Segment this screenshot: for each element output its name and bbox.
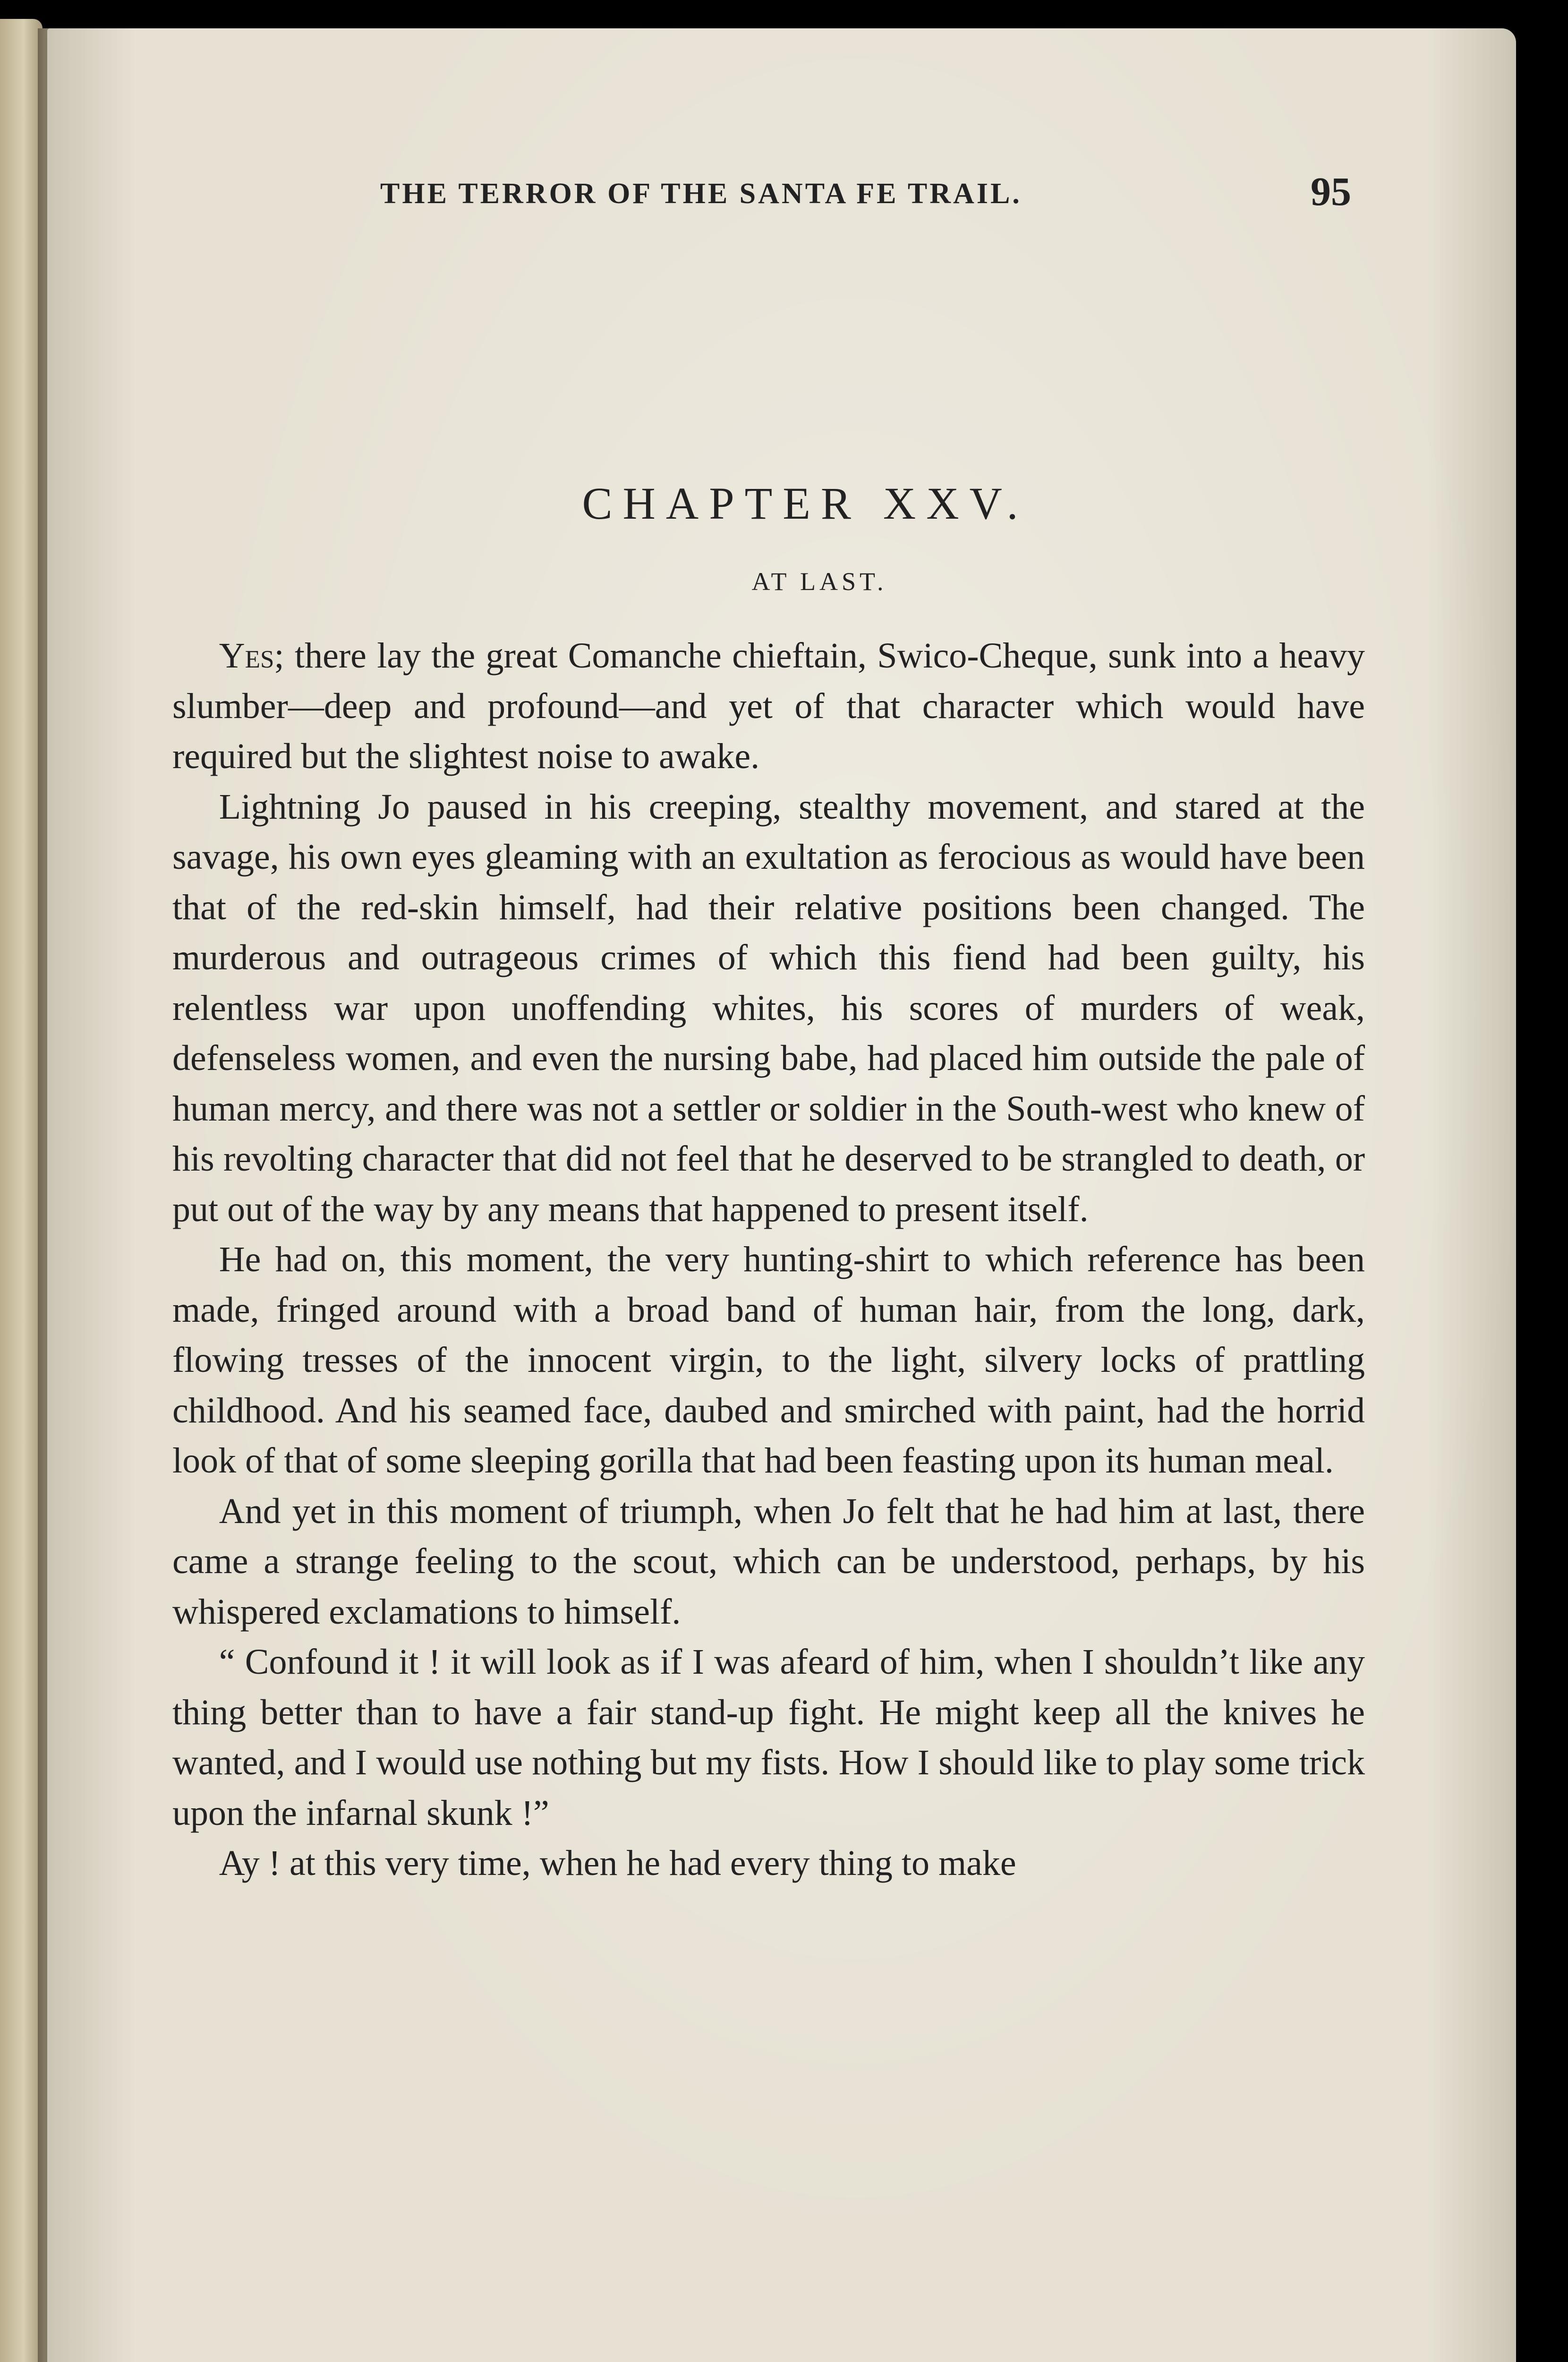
paragraph <box>172 1486 1365 1637</box>
paragraph <box>172 1838 1365 1889</box>
paragraph-text: Lightning Jo paused in his creeping, stealthy movement, and stared at the savage, his own eyes gleaming with an exultation as ferocious as would have been that of the red-skin himself, had their relative positions been changed. The murderous and outrageous crimes of which this fiend had been guilty, his relentless war upon unoffending whites, his scores of murders of weak, defenseless women, and even the nursing babe, had placed him outside the pale of human mercy, and there was not a settler or soldier in the South-west who knew of his revolting character that did not feel that he deserved to be strangled to death, or put out of the way by any means that happened to present itself. <box>172 787 1365 1229</box>
paragraph-text: And yet in this moment of triumph, when Jo felt that he had him at last, there came a strange feeling to the scout, which can be understood, perhaps, by his whispered exclamations to himself. <box>172 1491 1365 1632</box>
first-word: Yes <box>219 636 274 676</box>
running-header: THE TERROR OF THE SANTA FE TRAIL. <box>380 178 1022 210</box>
paragraph-text: Ay ! at this very time, when he had every thing to make <box>219 1843 1016 1883</box>
paragraph-text: ; there lay the great Comanche chieftain, Swico-Cheque, sunk into a heavy slumber—deep and profound—and yet of that character which would have required but the slightest noise to awake. <box>172 636 1365 776</box>
paragraph <box>172 631 1365 782</box>
chapter-title: CHAPTER XXV. <box>582 478 1029 529</box>
facing-page-edge <box>0 19 43 2362</box>
body-text <box>172 631 1365 1889</box>
paragraph-text: He had on, this moment, the very hunting-shirt to which reference has been made, fringed around with a broad band of human hair, from the long, dark, flowing tresses of the innocent virgin, to the light, silvery locks of prattling childhood. And his seamed face, daubed and smirched with paint, had the horrid look of that of some sleeping gorilla that had been feasting upon its human meal. <box>172 1240 1365 1481</box>
paragraph <box>172 1234 1365 1486</box>
paragraph <box>172 1637 1365 1838</box>
page-number: 95 <box>1311 169 1351 214</box>
paragraph <box>172 782 1365 1235</box>
chapter-subtitle: AT LAST. <box>751 567 887 596</box>
paragraph-text: “ Confound it ! it will look as if I was afeard of him, when I shouldn’t like any thing better than to have a fair stand-up fight. He might keep all the knives he wanted, and I would use nothing but my fists. How I should like to play some trick upon the infarnal skunk !” <box>172 1642 1365 1833</box>
